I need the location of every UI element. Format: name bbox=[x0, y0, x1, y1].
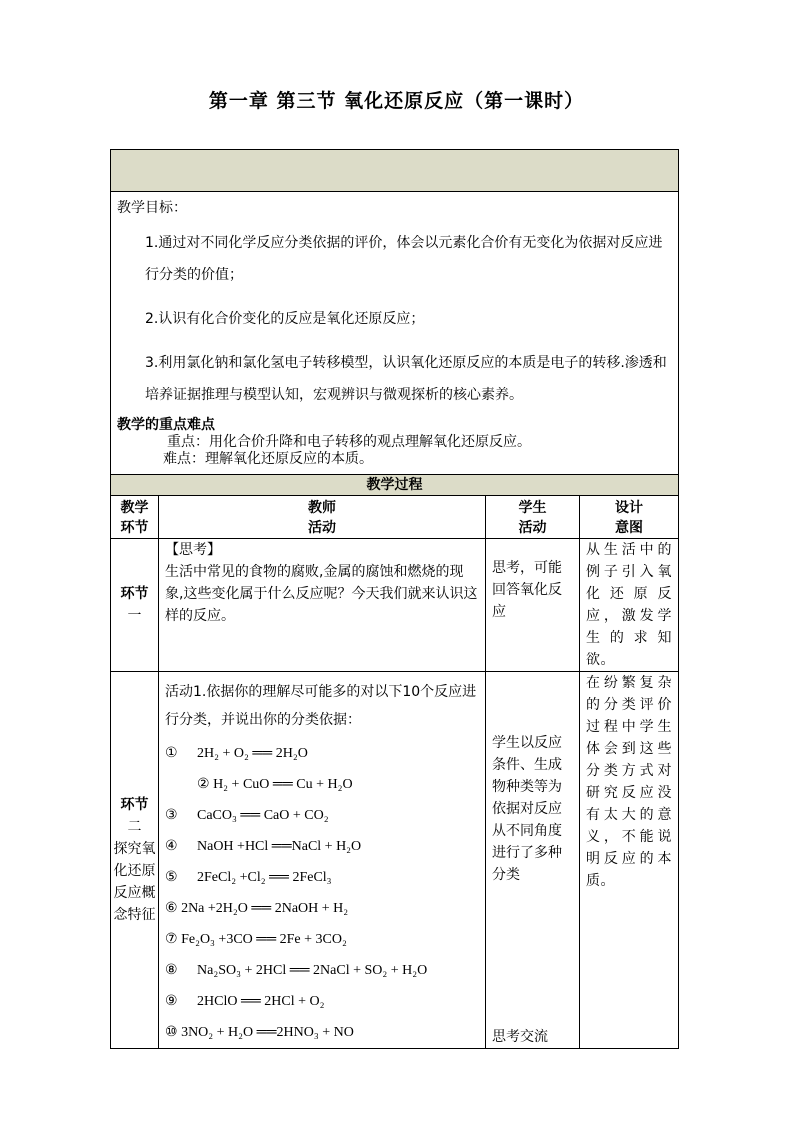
stage-2-label bbox=[111, 672, 159, 1049]
reaction-9 bbox=[165, 986, 479, 1017]
goal-item-2: 2.认识有化合价变化的反应是氧化还原反应； bbox=[145, 311, 425, 327]
col-header-teacher-line1: 教师 bbox=[308, 500, 336, 516]
reaction-8-eq: Na₂SO₃ + 2HCl ══ 2NaCl + SO₂ + H₂O bbox=[197, 963, 428, 978]
reaction-2-eq: H₂ + CuO ══ Cu + H₂O bbox=[213, 777, 353, 792]
stage-1-teacher-text: 生活中常见的食物的腐败,金属的腐蚀和燃烧的现象,这些变化属于什么反应呢？今天我们就来认识这样的反应。 bbox=[165, 564, 478, 624]
reaction-10-eq: 3NO₂ + H₂O ══2HNO₃ + NO bbox=[181, 1025, 354, 1040]
reaction-4-eq: NaOH +HCl ══NaCl + H₂O bbox=[197, 839, 362, 854]
col-header-teacher bbox=[159, 496, 486, 539]
stage-1-design bbox=[580, 539, 679, 672]
column-header-row bbox=[111, 496, 679, 539]
stage-2-student-text: 学生以反应条件、生成物种类等为依据对反应从不同角度进行了多种分类 bbox=[492, 735, 562, 883]
stage-1-label-line2: 一 bbox=[127, 608, 142, 624]
stage-2-label-line1: 环节 bbox=[120, 797, 149, 813]
shaded-header-row bbox=[111, 150, 679, 192]
stage-2-design-text: 在纷繁复杂的分类评价过程中学生体会到这些分类方式对研究反应没有太大的意义，不能说明反应的本质。 bbox=[586, 675, 672, 889]
reaction-10-num: ⑩ bbox=[165, 1025, 178, 1040]
stage-1-teacher-tag: 【思考】 bbox=[165, 542, 221, 558]
reaction-7-num: ⑦ bbox=[165, 932, 178, 947]
col-header-stage-line1: 教学 bbox=[120, 500, 149, 516]
goals-row bbox=[111, 192, 679, 475]
reaction-1-num: ① bbox=[165, 745, 178, 761]
col-header-student bbox=[486, 496, 580, 539]
stage-2-label-line3: 探究氧化还原反应概念特征 bbox=[113, 841, 156, 923]
col-header-stage bbox=[111, 496, 159, 539]
col-header-design-line2: 意图 bbox=[615, 520, 643, 536]
reaction-2 bbox=[165, 769, 479, 800]
reaction-4 bbox=[165, 831, 479, 862]
goal-item-1: 1.通过对不同化学反应分类依据的评价，体会以元素化合价有无变化为依据对反应进行分类的价值； bbox=[145, 235, 663, 283]
stage-2-row bbox=[111, 672, 679, 1049]
reaction-5-eq: 2FeCl₂ +Cl₂ ══ 2FeCl₃ bbox=[197, 870, 332, 885]
reaction-1 bbox=[165, 738, 479, 769]
page-title: 第一章 第三节 氧化还原反应（第一课时） bbox=[208, 90, 585, 112]
col-header-design bbox=[580, 496, 679, 539]
difficulty-point: 难点：理解氧化还原反应的本质。 bbox=[163, 451, 373, 467]
keypoints-heading: 教学的重点难点 bbox=[117, 417, 215, 433]
reaction-8 bbox=[165, 955, 479, 986]
reaction-4-num: ④ bbox=[165, 838, 178, 854]
reaction-8-num: ⑧ bbox=[165, 962, 178, 978]
col-header-design-line1: 设计 bbox=[615, 500, 643, 516]
reaction-1-eq: 2H₂ + O₂ ══ 2H₂O bbox=[197, 746, 308, 761]
stage-1-student-text: 思考，可能回答氧化反应 bbox=[492, 560, 562, 620]
stage-2-teacher bbox=[159, 672, 486, 1049]
reaction-7 bbox=[165, 924, 479, 955]
reaction-2-num: ② bbox=[197, 777, 210, 792]
reaction-9-num: ⑨ bbox=[165, 993, 178, 1009]
reaction-9-eq: 2HClO ══ 2HCl + O₂ bbox=[197, 994, 325, 1009]
reaction-7-eq: Fe₂O₃ +3CO ══ 2Fe + 3CO₂ bbox=[181, 932, 347, 947]
stage-2-label-line2: 二 bbox=[127, 819, 142, 835]
reaction-5-num: ⑤ bbox=[165, 869, 178, 885]
col-header-student-line1: 学生 bbox=[518, 500, 547, 516]
stage-1-row bbox=[111, 539, 679, 672]
reaction-3-num: ③ bbox=[165, 807, 178, 823]
stage-2-student bbox=[486, 672, 580, 1049]
col-header-student-line2: 活动 bbox=[518, 520, 547, 536]
process-heading: 教学过程 bbox=[111, 475, 679, 496]
reaction-6 bbox=[165, 893, 479, 924]
shaded-header-cell bbox=[111, 150, 679, 192]
stage-1-teacher bbox=[159, 539, 486, 672]
stage-1-label-line1: 环节 bbox=[120, 586, 149, 602]
stage-2-student-discuss: 思考交流 bbox=[492, 1029, 548, 1045]
stage-2-design bbox=[580, 672, 679, 1049]
col-header-teacher-line2: 活动 bbox=[308, 520, 336, 536]
key-point: 重点：用化合价升降和电子转移的观点理解氧化还原反应。 bbox=[167, 434, 531, 450]
process-heading-row bbox=[111, 475, 679, 496]
stage-1-student bbox=[486, 539, 580, 672]
reaction-6-eq: 2Na +2H₂O ══ 2NaOH + H₂ bbox=[181, 901, 349, 916]
goal-item-3: 3.利用氯化钠和氯化氢电子转移模型，认识氧化还原反应的本质是电子的转移.渗透和培养证据推理与模型认知，宏观辨识与微观探析的核心素养。 bbox=[145, 355, 667, 403]
goals-cell bbox=[111, 192, 679, 475]
col-header-stage-line2: 环节 bbox=[120, 520, 149, 536]
reaction-3 bbox=[165, 800, 479, 831]
activity-1-prompt: 活动1.依据你的理解尽可能多的对以下10个反应进行分类，并说出你的分类依据： bbox=[165, 684, 477, 728]
stage-1-design-text: 从生活中的例子引入氧化还原反应，激发学生的求知欲。 bbox=[586, 542, 672, 668]
reaction-5 bbox=[165, 862, 479, 893]
stage-1-label bbox=[111, 539, 159, 672]
reaction-6-num: ⑥ bbox=[165, 901, 178, 916]
reaction-10 bbox=[165, 1017, 479, 1048]
lesson-plan-table bbox=[110, 149, 679, 1049]
goals-heading: 教学目标： bbox=[117, 200, 187, 216]
reaction-3-eq: CaCO₃ ══ CaO + CO₂ bbox=[197, 808, 329, 823]
